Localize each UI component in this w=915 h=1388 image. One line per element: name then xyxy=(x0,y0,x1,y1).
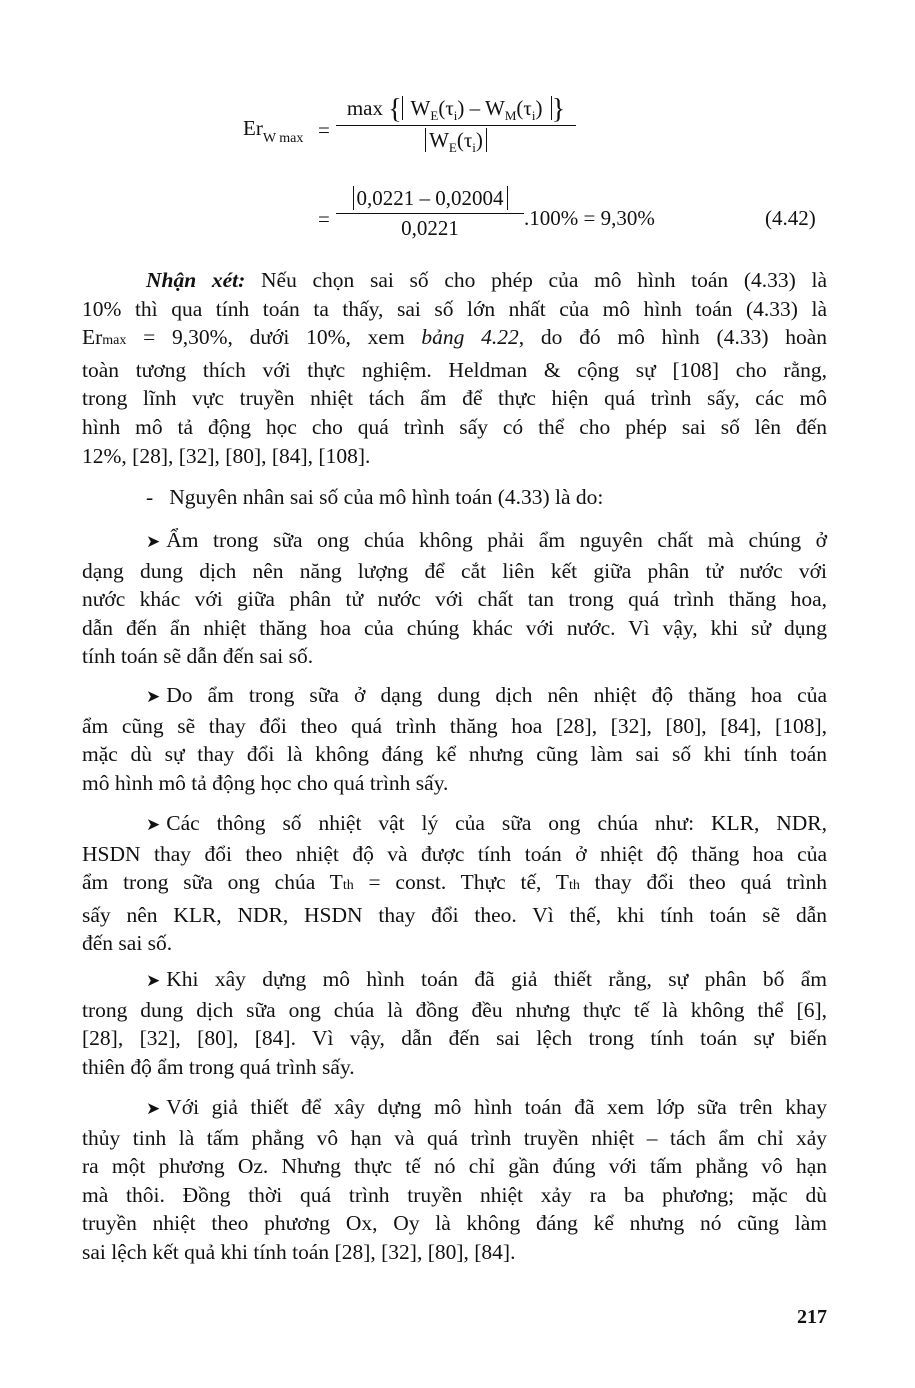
remark-line-4: toàn tương thích với thực nghiệm. Heldman & cộng sự [108] cho rằng, xyxy=(82,357,827,382)
formula-equals-1: = xyxy=(318,118,330,142)
fraction-2-denominator: 0,0221 xyxy=(401,216,459,240)
cause-heading: - Nguyên nhân sai số của mô hình toán (4.33) là do: xyxy=(146,485,604,509)
formula-fraction-1 xyxy=(336,93,576,155)
bullet-item-1: ➤ Ẩm trong sữa ong chúa không phải ẩm nguyên chất mà chúng ở dạng dung dịch nên năng lượng để cắt liên kết giữa phân tử nước với nước khác với giữa phân tử nước với chất tan trong quá trình thăng hoa, dẫn đến ẩn nhiệt thăng hoa của chúng khác với nước. Vì vậy, khi sử dụng tính toán sẽ dẫn đến sai số. xyxy=(82,528,827,669)
arrowhead-bullet-icon: ➤ xyxy=(146,971,161,991)
arrowhead-bullet-icon: ➤ xyxy=(146,815,161,835)
fraction-1-bar xyxy=(336,125,576,126)
formula-result: .100% = 9,30% xyxy=(524,206,655,230)
arrowhead-bullet-icon: ➤ xyxy=(146,1099,161,1119)
formula-lhs-sub: W max xyxy=(262,131,304,146)
formula-fraction-2 xyxy=(336,188,524,239)
arrowhead-bullet-icon: ➤ xyxy=(146,687,161,707)
remark-line-3: Ermax = 9,30%, dưới 10%, xem bảng 4.22, do đó mô hình (4.33) hoàn xyxy=(82,325,828,350)
formula-lhs-main: Er xyxy=(243,116,263,140)
bullet-item-2: ➤ Do ẩm trong sữa ở dạng dung dịch nên nhiệt độ thăng hoa của ẩm cũng sẽ thay đổi theo quá trình thăng hoa [28], [32], [80], [84], [108], mặc dù sự thay đổi là không đáng kể nhưng cũng làm sai số khi tính toán mô hình mô tả động học cho quá trình sấy. xyxy=(82,683,827,795)
table-reference: bảng 4.22 xyxy=(421,325,519,350)
remark-line-6: hình mô tả động học cho quá trình sấy có thể cho phép sai số lên đến xyxy=(82,414,827,439)
formula-equals-2: = xyxy=(318,207,330,231)
page-number: 217 xyxy=(797,1306,827,1328)
bullet-item-3: ➤ Các thông số nhiệt vật lý của sữa ong chúa như: KLR, NDR, HSDN thay đổi theo nhiệt độ và được tính toán ở nhiệt độ thăng hoa của ẩm trong sữa ong chúa Tth = const. Thực tế, Tth thay đổi theo quá trình sấy nên KLR, NDR, HSDN thay đổi theo. Vì thế, khi tính toán sẽ dẫn đến sai số. xyxy=(82,811,827,956)
fraction-2-bar xyxy=(336,213,524,214)
formula-lhs xyxy=(243,116,304,146)
bullet-item-5: ➤ Với giả thiết để xây dựng mô hình toán đã xem lớp sữa trên khay thủy tinh là tấm phẳng vô hạn và quá trình truyền nhiệt – tách ẩm chỉ xảy ra một phương Oz. Nhưng thực tế nó chỉ gần đúng với tấm phẳng vô hạn mà thôi. Đồng thời quá trình truyền nhiệt xảy ra ba phương; mặc dù truyền nhiệt theo phương Ox, Oy là không đáng kể nhưng nó cũng làm sai lệch kết quả khi tính toán [28], [32], [80], [84]. xyxy=(82,1095,827,1264)
equation-number: (4.42) xyxy=(765,206,816,230)
remark-line-2: 10% thì qua tính toán ta thấy, sai số lớn nhất của mô hình toán (4.33) là xyxy=(82,296,827,321)
fraction-2-numerator: 0,0221 – 0,02004 xyxy=(353,188,508,209)
remark-paragraph xyxy=(82,266,827,470)
arrowhead-bullet-icon: ➤ xyxy=(146,532,161,552)
fraction-1-numerator: max { $W_E(\tau_i) - W_M(\tau_i)$ } xyxy=(346,94,566,125)
remark-line-7: 12%, [28], [32], [80], [84], [108]. xyxy=(82,443,371,468)
remark-line-1: Nhận xét: Nếu chọn sai số cho phép của mô hình toán (4.33) là xyxy=(146,268,827,292)
remark-label: Nhận xét: xyxy=(146,268,246,292)
bullet-item-4: ➤ Khi xây dựng mô hình toán đã giả thiết rằng, sự phân bố ẩm trong dung dịch sữa ong chúa là đồng đều nhưng thực tế là không thể [6], [28], [32], [80], [84]. Vì vậy, dẫn đến sai lệch trong tính toán sự biến thiên độ ẩm trong quá trình sấy. xyxy=(82,967,827,1079)
fraction-1-denominator: $W_E(\tau_i)$ xyxy=(425,130,487,151)
remark-line-5: trong lĩnh vực truyền nhiệt tách ẩm để thực hiện quá trình sấy, các mô xyxy=(82,386,827,411)
